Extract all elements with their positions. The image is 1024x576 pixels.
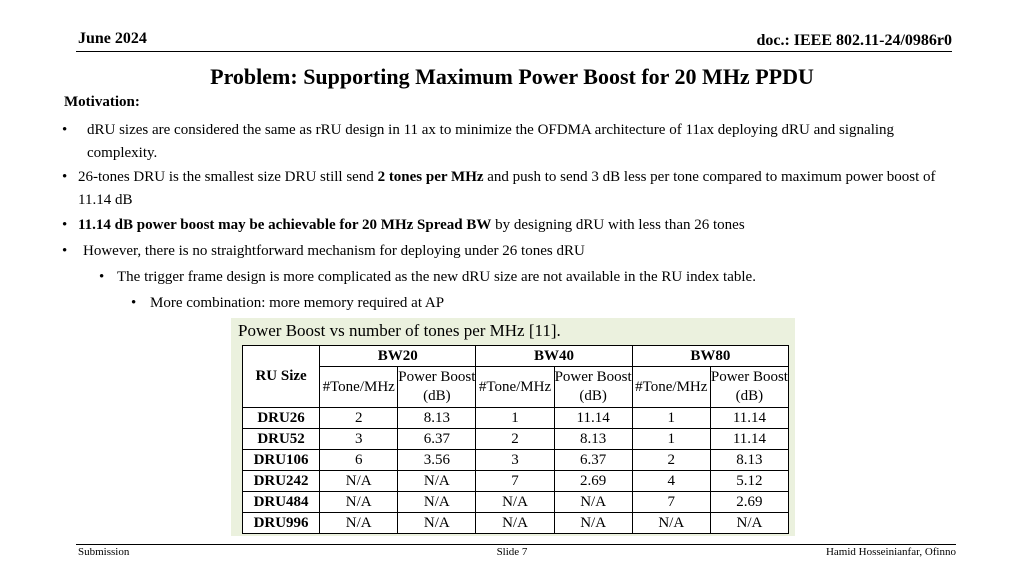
ru-size-cell: DRU242 xyxy=(243,471,320,492)
ru-size-cell: DRU52 xyxy=(243,429,320,450)
boost-cell: 2.69 xyxy=(710,492,788,513)
tone-cell: 1 xyxy=(476,408,554,429)
footer-author: Hamid Hosseinianfar, Ofinno xyxy=(825,546,956,558)
tone-cell: 3 xyxy=(476,450,554,471)
bullet-icon: • xyxy=(62,243,68,259)
power-boost-table-box xyxy=(231,318,795,536)
tone-cell: N/A xyxy=(320,471,398,492)
table-row xyxy=(243,429,789,450)
tone-cell: 2 xyxy=(632,450,710,471)
bullet-2-post: and push to send 3 dB less per tone compared to maximum power boost of 11.14 dB xyxy=(78,169,936,208)
bullet-6 xyxy=(131,292,831,315)
bullet-2 xyxy=(62,166,962,212)
header-doc-id: doc.: IEEE 802.11-24/0986r0 xyxy=(756,32,952,49)
ru-size-cell: DRU26 xyxy=(243,408,320,429)
boost-cell: 6.37 xyxy=(554,450,632,471)
table-row xyxy=(243,408,789,429)
tone-cell: N/A xyxy=(476,513,554,534)
bullet-3 xyxy=(62,214,962,237)
tone-cell: 1 xyxy=(632,408,710,429)
tone-cell: 2 xyxy=(320,408,398,429)
bullet-icon: • xyxy=(62,169,68,185)
bullet-2-text xyxy=(62,166,962,212)
tone-cell: 1 xyxy=(632,429,710,450)
tone-cell: N/A xyxy=(632,513,710,534)
bullet-icon: • xyxy=(131,295,137,311)
tone-cell: 2 xyxy=(476,429,554,450)
tone-cell: 6 xyxy=(320,450,398,471)
bullet-2-pre: 26-tones DRU is the smallest size DRU still send xyxy=(78,169,378,185)
ru-size-cell: DRU106 xyxy=(243,450,320,471)
bullet-3-bold: 11.14 dB power boost may be achievable for 20 MHz Spread BW xyxy=(78,217,492,233)
boost-cell: 8.13 xyxy=(710,450,788,471)
tone-header: #Tone/MHz xyxy=(320,367,398,408)
bullet-1-text: dRU sizes are considered the same as rRU design in 11 ax to minimize the OFDMA architecture of 11ax deploying dRU and signaling complexity. xyxy=(87,122,895,161)
table-row xyxy=(243,450,789,471)
bullet-icon: • xyxy=(99,269,105,285)
boost-cell: N/A xyxy=(398,471,476,492)
bullet-2-bold: 2 tones per MHz xyxy=(377,169,484,185)
boost-cell: 5.12 xyxy=(710,471,788,492)
bullet-3-post: by designing dRU with less than 26 tones xyxy=(491,217,745,233)
table-caption: Power Boost vs number of tones per MHz [11]. xyxy=(238,321,561,340)
table-row xyxy=(243,492,789,513)
bullet-3-text xyxy=(62,214,962,237)
boost-cell: 8.13 xyxy=(398,408,476,429)
boost-cell: N/A xyxy=(554,513,632,534)
table-header-row-1 xyxy=(243,346,789,367)
ru-size-cell: DRU484 xyxy=(243,492,320,513)
tone-header: #Tone/MHz xyxy=(632,367,710,408)
boost-header: Power Boost (dB) xyxy=(710,367,788,408)
bullet-6-text: More combination: more memory required at AP xyxy=(150,295,445,311)
table-row xyxy=(243,513,789,534)
tone-cell: 4 xyxy=(632,471,710,492)
footer-submission: Submission xyxy=(78,546,130,558)
table-row xyxy=(243,471,789,492)
boost-cell: N/A xyxy=(398,492,476,513)
bw80-header: BW80 xyxy=(632,346,788,367)
boost-cell: 11.14 xyxy=(710,408,788,429)
boost-cell: 11.14 xyxy=(710,429,788,450)
bullet-icon: • xyxy=(62,122,68,138)
boost-cell: 2.69 xyxy=(554,471,632,492)
slide-title: Problem: Supporting Maximum Power Boost for 20 MHz PPDU xyxy=(210,64,814,89)
boost-cell: N/A xyxy=(554,492,632,513)
table-body xyxy=(243,408,789,534)
tone-cell: 7 xyxy=(476,471,554,492)
bullet-4-text: However, there is no straightforward mechanism for deploying under 26 tones dRU xyxy=(83,243,585,259)
boost-header: Power Boost (dB) xyxy=(554,367,632,408)
bullet-5 xyxy=(99,266,959,289)
boost-cell: N/A xyxy=(710,513,788,534)
bw20-header: BW20 xyxy=(320,346,476,367)
boost-cell: 11.14 xyxy=(554,408,632,429)
ru-size-header: RU Size xyxy=(243,346,320,408)
header-divider xyxy=(76,51,952,52)
tone-cell: N/A xyxy=(476,492,554,513)
boost-header: Power Boost (dB) xyxy=(398,367,476,408)
footer-divider xyxy=(76,544,956,545)
boost-cell: 8.13 xyxy=(554,429,632,450)
bullet-4 xyxy=(62,240,962,263)
tone-header: #Tone/MHz xyxy=(476,367,554,408)
tone-cell: 3 xyxy=(320,429,398,450)
power-boost-table xyxy=(242,345,789,534)
boost-cell: 3.56 xyxy=(398,450,476,471)
footer-slide-number: Slide 7 xyxy=(496,546,528,558)
header-date: June 2024 xyxy=(78,30,147,47)
bullet-icon: • xyxy=(62,217,68,233)
tone-cell: 7 xyxy=(632,492,710,513)
tone-cell: N/A xyxy=(320,513,398,534)
boost-cell: N/A xyxy=(398,513,476,534)
boost-cell: 6.37 xyxy=(398,429,476,450)
bullet-1 xyxy=(62,119,962,165)
ru-size-cell: DRU996 xyxy=(243,513,320,534)
motivation-label: Motivation: xyxy=(64,94,140,110)
tone-cell: N/A xyxy=(320,492,398,513)
bw40-header: BW40 xyxy=(476,346,632,367)
bullet-5-text: The trigger frame design is more complicated as the new dRU size are not available in the RU index table. xyxy=(117,269,756,285)
